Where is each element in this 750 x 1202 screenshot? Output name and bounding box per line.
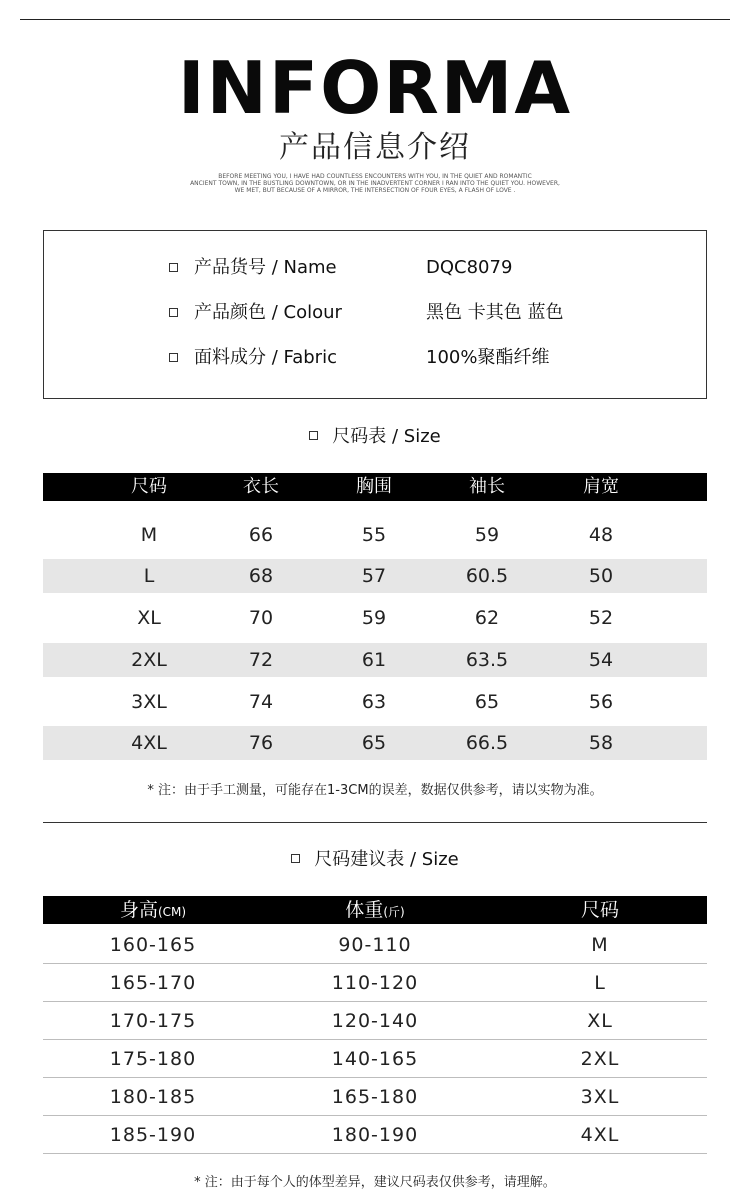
top-divider [20,19,730,20]
size-header-cell: 尺码 [131,476,167,497]
size-cell: 61 [361,649,387,671]
info-label: 产品颜色 / Colour [194,302,342,323]
size-cell: 58 [588,732,614,754]
size-cell: 52 [588,607,614,629]
section-divider [43,822,707,823]
recommend-cell: M [591,934,609,956]
recommend-cell: XL [587,1010,613,1032]
size-table-title [0,423,750,451]
recommend-cell: 175-180 [109,1048,197,1070]
recommend-cell: 160-165 [109,934,197,956]
recommend-table-title [0,846,750,874]
recommend-cell: 140-165 [331,1048,419,1070]
size-cell: L [143,565,155,587]
table-row [43,559,707,593]
header-main: 尺码 [580,899,619,921]
size-cell: 66.5 [465,732,509,754]
recommend-cell: 165-180 [331,1086,419,1108]
size-cell: 68 [248,565,274,587]
header-unit: (CM) [157,905,187,919]
recommend-header-cell [500,896,700,924]
info-row-fabric [44,344,708,374]
recommend-cell: 2XL [580,1048,620,1070]
square-bullet-icon [309,431,318,440]
square-bullet-icon [291,854,300,863]
recommend-cell: 90-110 [338,934,412,956]
size-table-title-text: 尺码表 / Size [332,426,441,447]
recommend-cell: 4XL [580,1124,620,1146]
size-cell: 63 [361,691,387,713]
recommend-cell: 180-185 [109,1086,197,1108]
product-info-box [43,230,707,399]
size-cell: 63.5 [465,649,509,671]
square-bullet-icon [169,263,178,272]
size-cell: 62 [474,607,500,629]
table-row [43,1002,707,1040]
size-header-cell: 袖长 [469,476,505,497]
recommend-cell: 120-140 [331,1010,419,1032]
size-cell: 55 [361,524,387,546]
recommend-table-note: * 注：由于每个人的体型差异，建议尺码表仅供参考，请理解。 [194,1175,556,1190]
table-row [43,685,707,719]
hero-note-line: WE MET, BUT BECAUSE OF A MIRROR, THE INTERSECTION OF FOUR EYES, A FLASH OF LOVE . [234,187,516,194]
recommend-cell: L [594,972,606,994]
header-main: 身高 [119,899,158,921]
size-cell: 4XL [131,732,167,754]
info-value: DQC8079 [426,257,513,278]
hero-note-line: BEFORE MEETING YOU, I HAVE HAD COUNTLESS ENCOUNTERS WITH YOU, IN THE QUIET AND ROMANTIC [218,173,532,180]
size-cell: 48 [588,524,614,546]
recommend-cell: 180-190 [331,1124,419,1146]
hero-title: INFORMA [177,46,573,130]
table-row [43,926,707,964]
recommend-table-title-text: 尺码建议表 / Size [314,849,459,870]
hero-note [175,173,575,194]
size-cell: 59 [474,524,500,546]
header-unit: (斤) [383,905,405,919]
size-table-header [43,473,707,501]
recommend-header-cell [275,896,475,926]
size-table-note: * 注：由于手工测量，可能存在1-3CM的误差，数据仅供参考，请以实物为准。 [147,783,603,798]
size-cell: 76 [248,732,274,754]
table-row [43,964,707,1002]
size-header-cell: 肩宽 [583,476,619,497]
square-bullet-icon [169,353,178,362]
size-cell: 57 [361,565,387,587]
table-row [43,1116,707,1154]
recommend-cell: 110-120 [331,972,419,994]
size-cell: 65 [361,732,387,754]
hero-note-line: ANCIENT TOWN, IN THE BUSTLING DOWNTOWN, OR IN THE INADVERTENT CORNER I RAN INTO THE QUIET YOU. HOWEVER, [190,180,560,187]
hero-subtitle: 产品信息介绍 [279,130,471,165]
size-cell: 50 [588,565,614,587]
size-cell: M [140,524,158,546]
size-cell: 60.5 [465,565,509,587]
size-cell: 66 [248,524,274,546]
size-cell: 72 [248,649,274,671]
table-row [43,1040,707,1078]
size-header-cell: 衣长 [243,476,279,497]
table-row [43,518,707,552]
recommend-cell: 185-190 [109,1124,197,1146]
size-cell: 56 [588,691,614,713]
size-cell: 70 [248,607,274,629]
recommend-cell: 165-170 [109,972,197,994]
info-row-colour [44,299,708,329]
recommend-cell: 170-175 [109,1010,197,1032]
table-row [43,1078,707,1116]
info-label: 面料成分 / Fabric [194,347,337,368]
info-value: 黑色 卡其色 蓝色 [426,302,564,323]
table-row [43,726,707,760]
size-cell: 3XL [131,691,167,713]
size-cell: XL [137,607,161,629]
size-cell: 54 [588,649,614,671]
size-cell: 2XL [131,649,167,671]
recommend-header-cell [53,896,253,926]
size-cell: 65 [474,691,500,713]
table-row [43,601,707,635]
info-value: 100%聚酯纤维 [426,347,550,368]
square-bullet-icon [169,308,178,317]
recommend-cell: 3XL [580,1086,620,1108]
recommend-table-header [43,896,707,924]
header-main: 体重 [345,899,384,921]
size-cell: 59 [361,607,387,629]
size-cell: 74 [248,691,274,713]
info-row-name [44,254,708,284]
table-row [43,643,707,677]
info-label: 产品货号 / Name [194,257,337,278]
size-header-cell: 胸围 [356,476,392,497]
